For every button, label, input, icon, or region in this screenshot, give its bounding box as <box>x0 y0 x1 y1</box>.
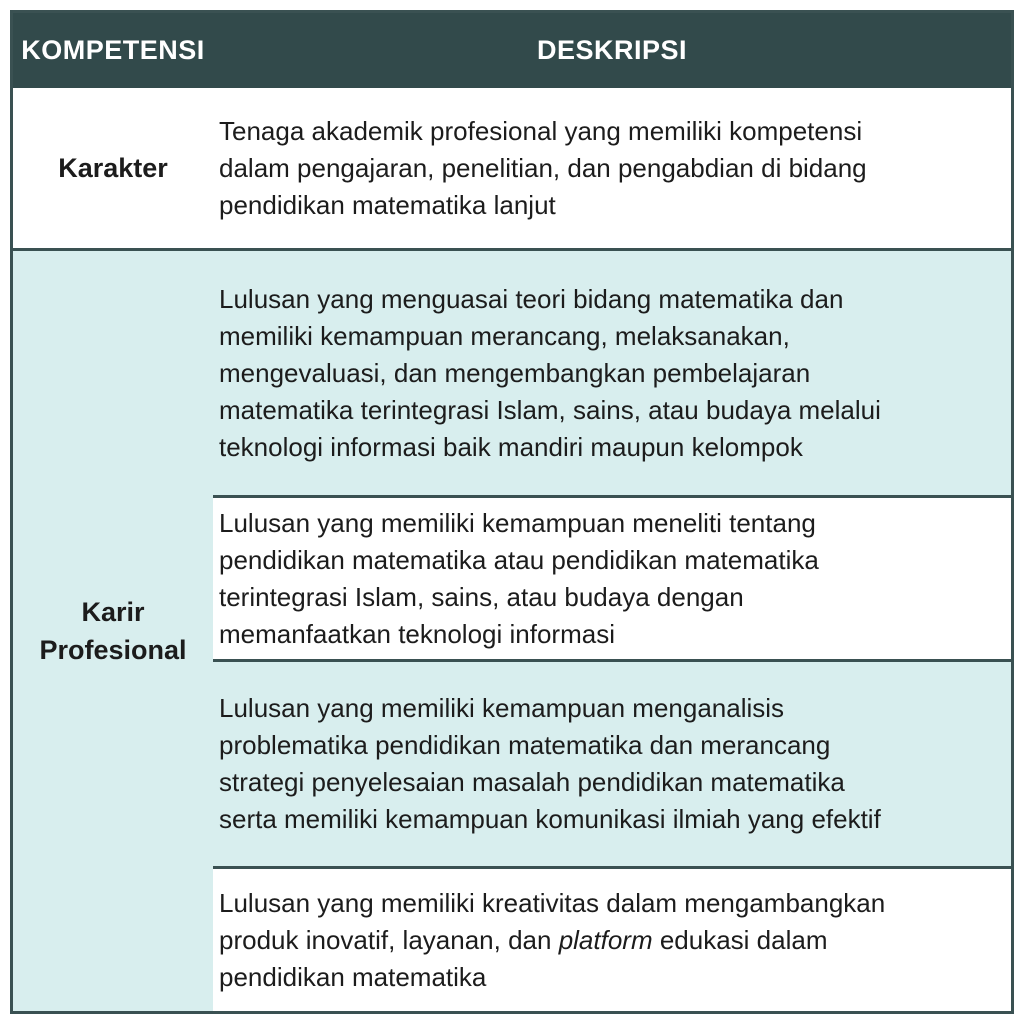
karir-label-line: Karir <box>81 597 145 627</box>
description-line: matematika terintegrasi Islam, sains, atau budaya melalui <box>219 394 881 425</box>
description-line: serta memiliki kemampuan komunikasi ilmiah yang efektif <box>219 804 881 834</box>
description-line: memiliki kemampuan merancang, melaksanakan, <box>219 320 790 351</box>
column-header-deskripsi: DESKRIPSI <box>536 35 688 65</box>
description-line <box>219 922 1011 959</box>
karir-description-4 <box>213 866 1011 1011</box>
description-line: memanfaatkan teknologi informasi <box>219 618 615 649</box>
description-line: strategi penyelesaian masalah pendidikan matematika <box>219 767 845 797</box>
karir-description-1 <box>213 251 1011 495</box>
description-line: Tenaga akademik profesional yang memiliki kompetensi <box>219 115 863 146</box>
description-line: pendidikan matematika lanjut <box>219 189 556 220</box>
description-line: teknologi informasi baik mandiri maupun kelompok <box>219 431 803 462</box>
description-line: Lulusan yang memiliki kemampuan menganalisis <box>219 693 785 723</box>
karir-profesional-label <box>13 251 213 1011</box>
description-segment: edukasi dalam <box>652 924 828 955</box>
description-line: Lulusan yang memiliki kreativitas dalam mengambangkan <box>219 887 886 918</box>
karir-description-2 <box>213 495 1011 662</box>
description-segment: produk inovatif, layanan, dan <box>219 924 559 955</box>
competency-table <box>10 10 1014 1014</box>
karir-description-3 <box>213 662 1011 866</box>
table-row-karakter <box>13 88 1011 251</box>
description-line: pendidikan matematika <box>219 961 487 992</box>
karakter-label: Karakter <box>58 153 168 183</box>
description-line: mengevaluasi, dan mengembangkan pembelajaran <box>219 357 811 388</box>
description-line: Lulusan yang memiliki kemampuan meneliti tentang <box>219 507 816 538</box>
description-line: Lulusan yang menguasai teori bidang matematika dan <box>219 283 844 314</box>
table-header-row <box>13 13 1011 88</box>
karakter-description <box>213 88 1011 248</box>
karir-label-line: Profesional <box>39 635 187 665</box>
description-line: terintegrasi Islam, sains, atau budaya dengan <box>219 581 744 612</box>
description-segment-italic: platform <box>558 924 653 955</box>
description-line: problematika pendidikan matematika dan merancang <box>219 730 831 760</box>
description-line: dalam pengajaran, penelitian, dan pengabdian di bidang <box>219 152 867 183</box>
karir-descriptions <box>213 251 1011 1011</box>
table-row-karir-profesional <box>13 251 1011 1011</box>
description-line: pendidikan matematika atau pendidikan matematika <box>219 544 819 575</box>
column-header-kompetensi: KOMPETENSI <box>21 35 205 65</box>
